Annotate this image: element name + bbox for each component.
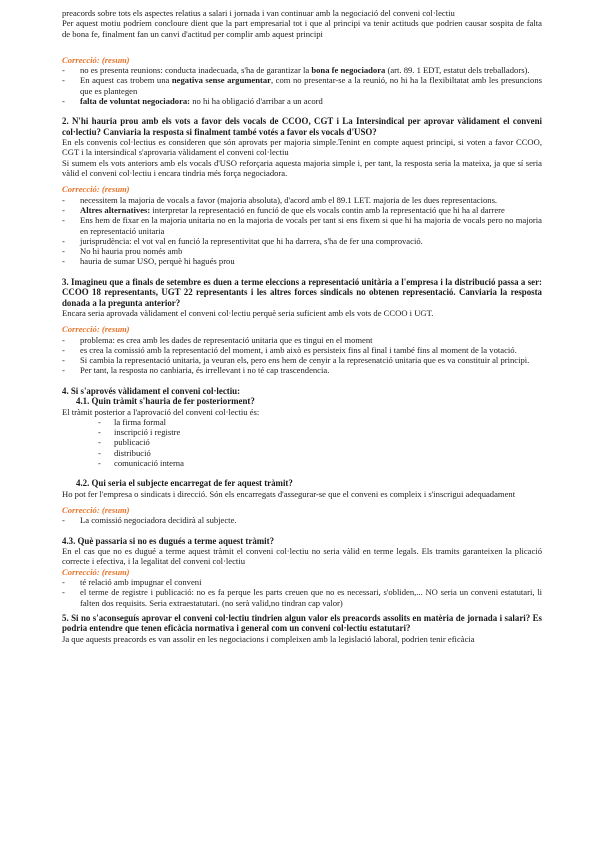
correction-list-4-2 — [62, 515, 542, 525]
list-item: - En aquest cas trobem una negativa sense argumentar, com no presentar-se a la reunió, no hi ha la flexibiltatat amb les presuncions que es plantegen — [62, 75, 542, 96]
answer-3-paragraph: Encara seria aprovada vàlidament el conveni col·lectiu perquè seria suficient amb els vots de CCOO i UGT. — [62, 307, 434, 318]
list-item: - hauria de sumar USO, perquè hi hagués prou — [62, 256, 542, 266]
answer-4-1-paragraph: El tràmit posterior a l'aprovació del conveni col·lectiu és: — [62, 406, 260, 417]
list-item: - té relació amb impugnar el conveni — [62, 577, 542, 587]
list-item: - inscripció i registre — [98, 427, 542, 437]
answer-4-2-paragraph: Ho pot fer l'empresa o sindicats i direcció. Són els encarregats d'assegurar-se que el conveni es compleix i s'inscrigui adequadament — [62, 488, 516, 499]
list-item: - el terme de registre i publicació: no es fa perque les parts creuen que no es necessari, s'obliden,... NO seria un conveni estatutari, li falten dos requisits. Seria extraestatutari. (no serà valid,no tindran cap valor) — [62, 587, 542, 608]
correction-list-1 — [62, 65, 542, 106]
question-4-heading: 4. Si s'aprovés vàlidament el conveni col·lectiu: — [62, 385, 241, 396]
procedure-steps-list — [62, 417, 542, 468]
question-3-heading: 3. Imagineu que a finals de setembre es duen a terme eleccions a representació unitària a l'empresa i la distribució passa a ser: CCOO 18 representants, UGT 22 representants i les altres forces sindicals no obtenen representació. Canviaria la resposta donada a la pregunta anterior? — [62, 276, 542, 308]
correction-label: Correcció: (resum) — [62, 566, 130, 577]
question-4-3-heading: 4.3. Què passaria si no es dugués a terme aquest tràmit? — [62, 535, 275, 546]
list-item: - problema: es crea amb les dades de representació unitaria que es tingui en el moment — [62, 335, 542, 345]
list-item: - La comissió negociadora decidirà al subjecte. — [62, 515, 542, 525]
question-5-heading: 5. Si no s'aconseguís aprovar el conveni col·lectiu tindrien algun valor els preacords assolits en matèria de jornada i salari? Es podria entendre que tenen eficàcia normativa i general com un conveni col·lectiu estatutari? — [62, 612, 542, 634]
answer-4-3-paragraph: En el cas que no es dugué a terme aquest tràmit el conveni col·lectiu no seria vàlid en terme legals. Els tramits garanteixen la plicació correcte i efectiva, i la legalitat del conveni col·lectiu — [62, 546, 542, 567]
correction-label: Correcció: (resum) — [62, 324, 130, 335]
list-item: - Per tant, la resposta no canbiaria, és irrellevant i no té cap trascendencia. — [62, 365, 542, 375]
list-item: - Ens hem de fixar en la majoria unitaria no en la majoria de vocals per tant si ens fixem si que hi ha majoria de vocals pero no majoria en representació unitaria — [62, 215, 542, 236]
list-item: - comunicació interna — [98, 458, 542, 468]
correction-label: Correcció: (resum) — [62, 184, 130, 195]
list-item: - Altres alternatives: interpretar la representació en funció de que els vocals contin amb la representació que hi ha al darrere — [62, 205, 542, 215]
correction-list-3 — [62, 335, 542, 376]
list-item: - jurisprudència: el vot val en funció la representivitat que hi ha darrera, s'ha de fer una comprovació. — [62, 236, 542, 246]
question-4-2-heading: 4.2. Qui seria el subjecte encarregat de fer aquest tràmit? — [76, 478, 293, 489]
correction-list-2 — [62, 195, 542, 267]
list-item: - la firma formal — [98, 417, 542, 427]
list-item: - no es presenta reunions: conducta inadecuada, s'ha de garantizar la bona fe negociadora (art. 89. 1 EDT, estatut dels treballadors). — [62, 65, 542, 75]
list-item: - No hi hauria prou només amb — [62, 246, 542, 256]
answer-5-paragraph: Ja que aquests preacords es van assolir en les negociacions i compleixen amb la legislació laboral, podrien tenir eficàcia — [62, 633, 475, 644]
intro-paragraph-2: Per aquest motiu podríem concloure dient que la part empresarial tot i que al principi va tenir actituds que podrien causar sospita de falta de bona fe, finalment fan un canvi d'actitud per complir amb aquest principi — [62, 18, 542, 39]
list-item: - es crea la comissió amb la representació del moment, i amb això es persisteix fins al final i també fins al moment de la votació. — [62, 345, 542, 355]
list-item: - necessitem la majoria de vocals a favor (majoria absoluta), d'acord amb el 89.1 LET. majoria de les dues representacions. — [62, 195, 542, 205]
question-4-1-heading: 4.1. Quin tràmit s'hauria de fer posteriorment? — [76, 396, 255, 407]
correction-label: Correcció: (resum) — [62, 505, 130, 516]
intro-paragraph-1: preacords sobre tots els aspectes relatius a salari i jornada i van continuar amb la negociació del conveni col·lectiu — [62, 8, 455, 18]
question-2-heading: 2. N'hi hauria prou amb els vots a favor dels vocals de CCOO, CGT i La Intersindical per aprovar vàlidament el conveni col·lectiu? Canviaria la resposta si finalment també votés a favor els vocals d'USO? — [62, 116, 542, 137]
correction-label: Correcció: (resum) — [62, 54, 130, 65]
list-item: - publicació — [98, 437, 542, 447]
answer-2-paragraph-2: Si sumem els vots anteriors amb els vocals d'USO reforçaria aquesta majoria simple i, per tant, la resposta seria la mateixa, ja que sí seria vàlid el conveni col·lectiu i encara tindria més força negociadora. — [62, 157, 542, 179]
list-item: - falta de voluntat negociadora: no hi ha obligació d'arribar a un acord — [62, 96, 542, 106]
list-item: - distribució — [98, 448, 542, 458]
list-item: - Si cambia la representació unitaria, ja veuran els, pero ens hem de cenyir a la represenatció unitaria que es va constituir al principi. — [62, 355, 542, 365]
answer-2-paragraph-1: En els convenis col·lectius es consideren que són aprovats per majoria simple.Tenint en compte aquest principi, si voten a favor CCOO, CGT i la intersindical s'aprovaria vàlidament el conveni col·lectiu — [62, 137, 542, 158]
correction-list-4-3 — [62, 577, 542, 608]
